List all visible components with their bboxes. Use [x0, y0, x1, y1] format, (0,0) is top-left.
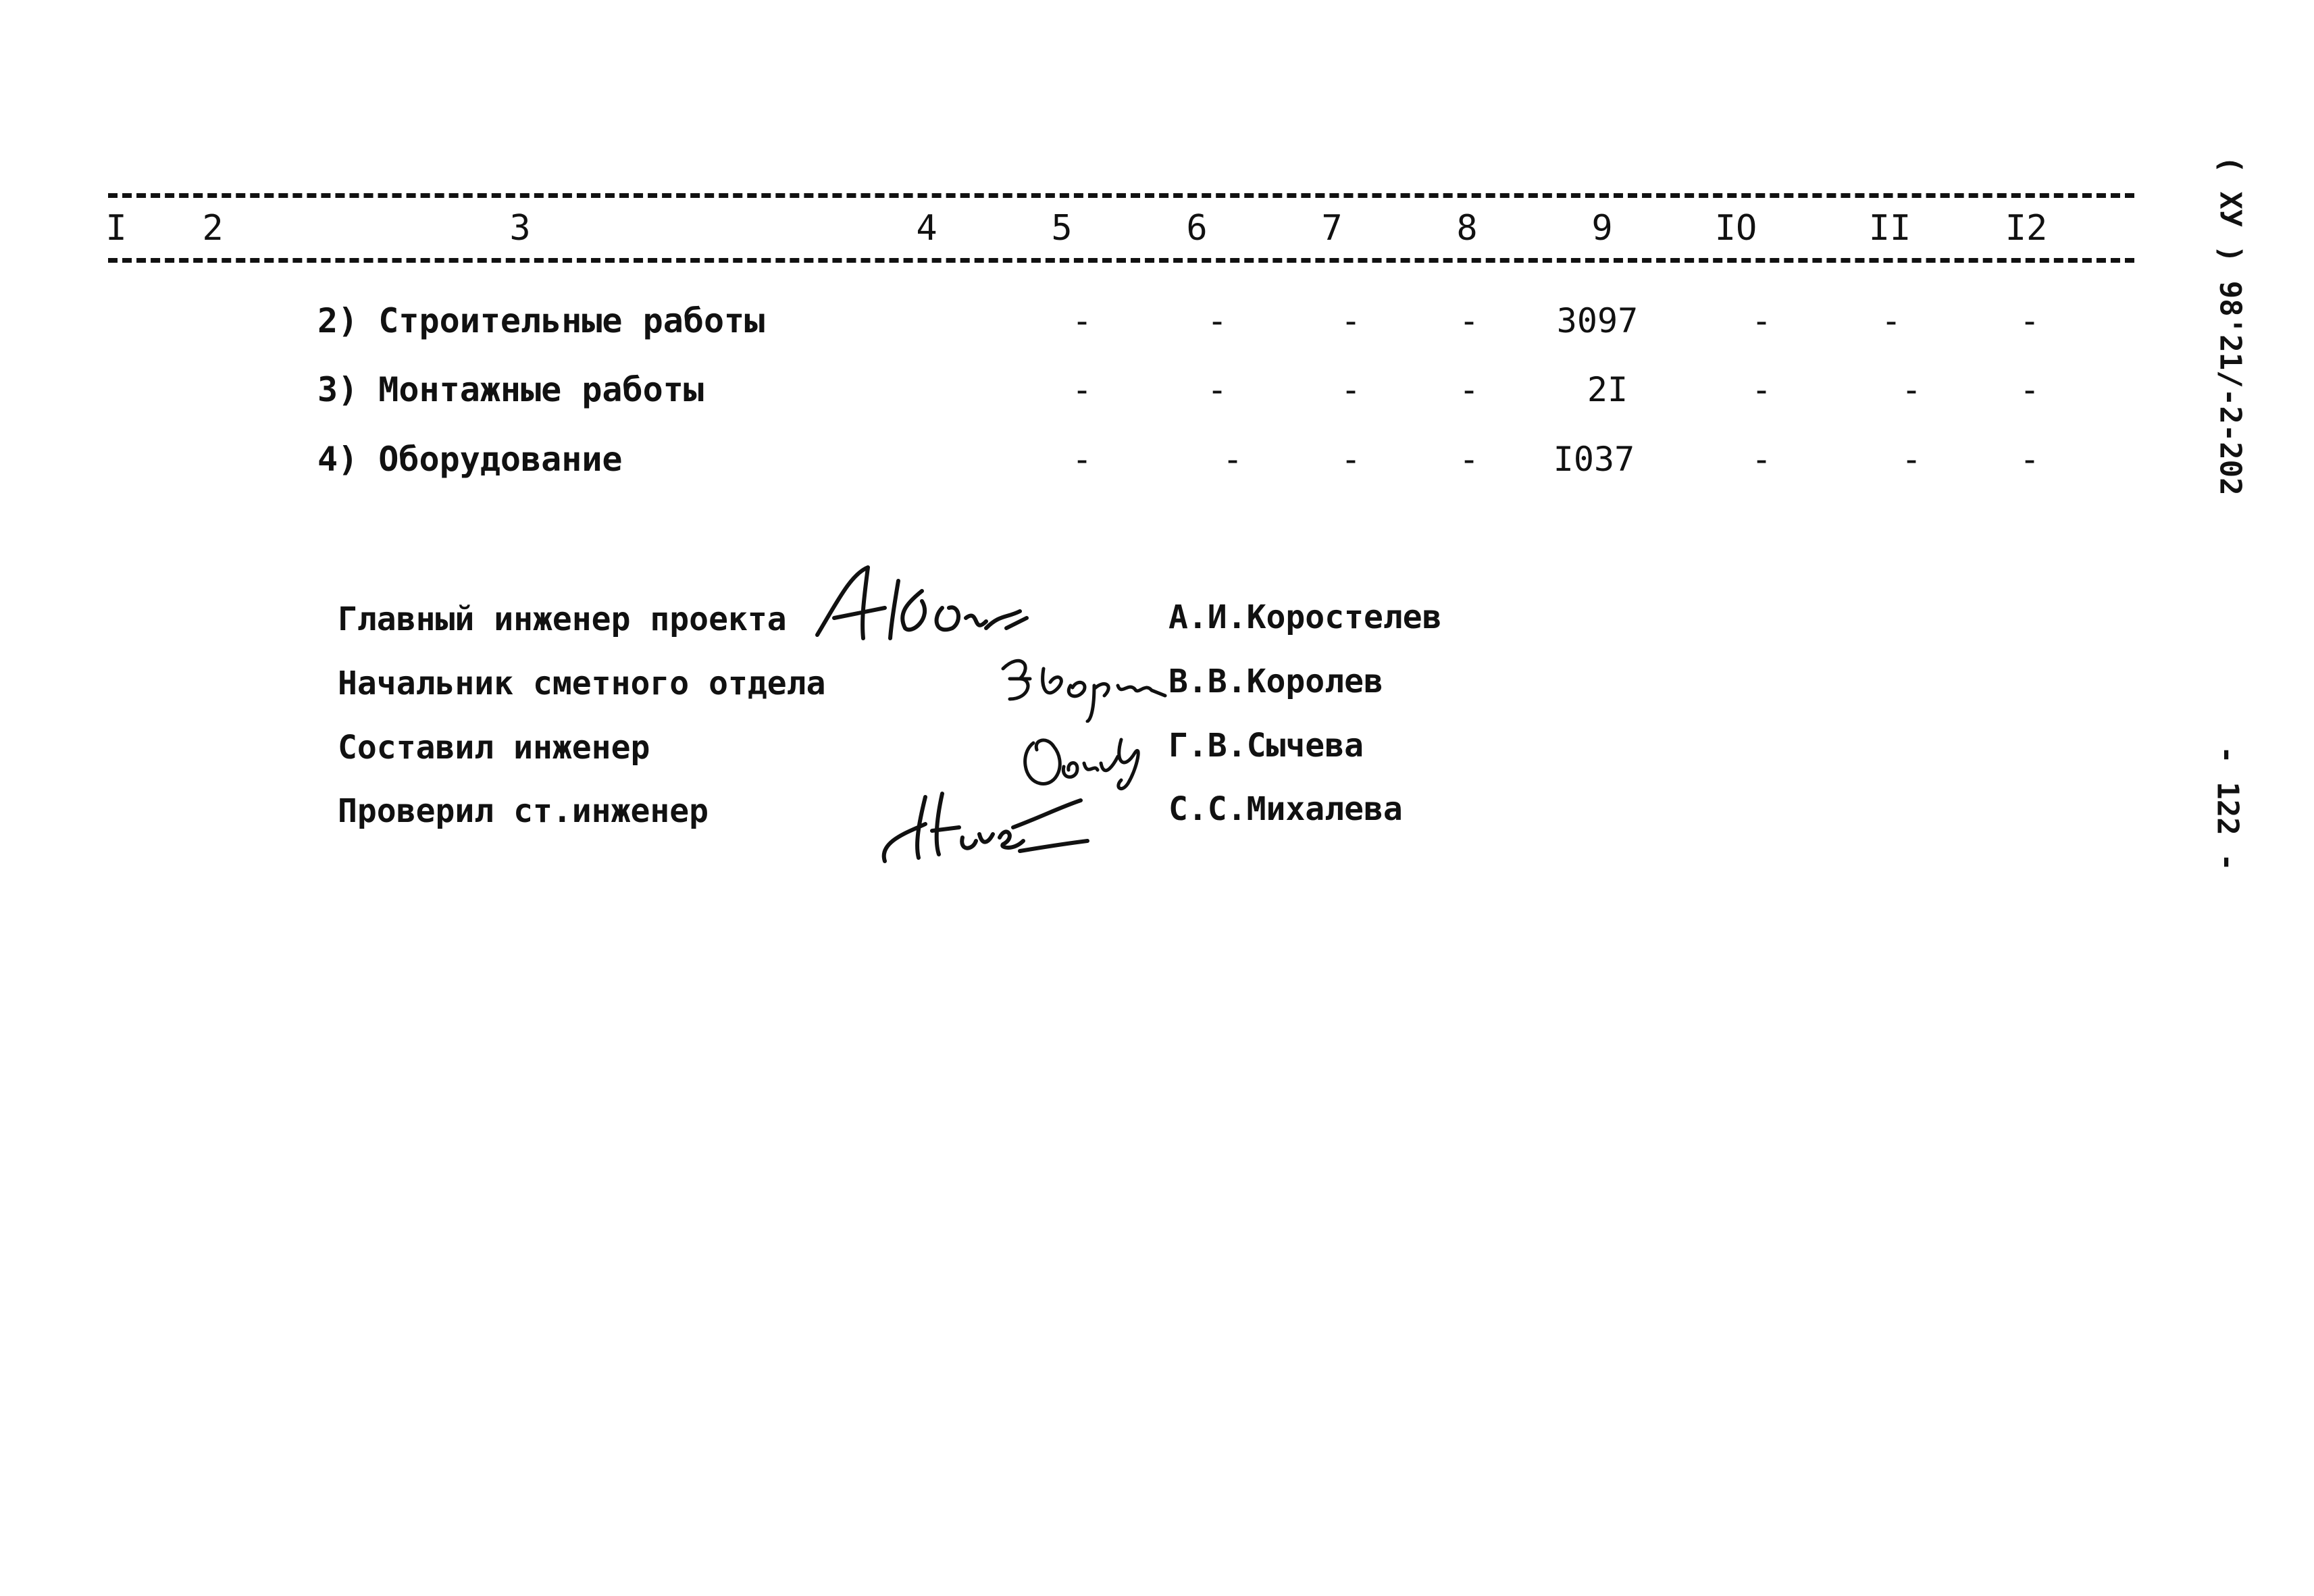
- column-header-5: 5: [1051, 208, 1073, 249]
- table-cell: -: [1206, 301, 1228, 340]
- column-header-6: 6: [1186, 208, 1208, 249]
- signature-role: Проверил ст.инженер: [338, 792, 709, 830]
- table-cell: -: [1751, 440, 1772, 479]
- column-header-7: 7: [1321, 208, 1343, 249]
- signature-role: Составил инженер: [338, 729, 650, 767]
- column-header-10: IO: [1714, 208, 1757, 249]
- table-cell: 2I: [1587, 370, 1628, 409]
- signature-role: Главный инженер проекта: [338, 600, 787, 638]
- document-code: ( ХУ ) 98'21/-2-202: [2213, 155, 2248, 496]
- table-row-label: 3) Монтажные работы: [317, 370, 704, 409]
- table-cell: -: [1222, 440, 1243, 479]
- signature-name: А.И.Коростелев: [1168, 598, 1442, 636]
- table-cell: -: [2019, 301, 2040, 340]
- table-cell: -: [1071, 370, 1093, 409]
- column-header-9: 9: [1591, 208, 1613, 249]
- column-header-11: II: [1868, 208, 1911, 249]
- table-cell: -: [1458, 301, 1480, 340]
- table-cell: -: [1340, 440, 1362, 479]
- header-top-rule: [108, 193, 2134, 198]
- column-header-12: I2: [2005, 208, 2048, 249]
- signature-role: Начальник сметного отдела: [338, 665, 826, 702]
- table-cell: -: [2019, 370, 2040, 409]
- table-cell: -: [1458, 370, 1480, 409]
- table-cell: 3097: [1556, 301, 1639, 340]
- table-cell: -: [1458, 440, 1480, 479]
- column-header-2: 2: [202, 208, 224, 249]
- table-cell: -: [1340, 370, 1362, 409]
- table-cell: -: [1751, 370, 1772, 409]
- table-cell: -: [1880, 301, 1902, 340]
- table-cell: -: [1206, 370, 1228, 409]
- table-cell: -: [2019, 440, 2040, 479]
- table-cell: -: [1071, 301, 1093, 340]
- table-cell: I037: [1553, 440, 1635, 479]
- table-cell: -: [1071, 440, 1093, 479]
- table-cell: -: [1901, 440, 1922, 479]
- signature-name: Г.В.Сычева: [1168, 727, 1364, 765]
- page-number: - 122 -: [2210, 746, 2245, 871]
- header-bottom-rule: [108, 258, 2134, 263]
- table-cell: -: [1340, 301, 1362, 340]
- column-header-3: 3: [509, 208, 531, 249]
- table-row-label: 2) Строительные работы: [317, 301, 765, 340]
- column-header-8: 8: [1456, 208, 1478, 249]
- signature-name: С.С.Михалева: [1168, 790, 1403, 828]
- handwritten-signature: [804, 554, 1060, 662]
- handwritten-signature: [871, 777, 1094, 871]
- signature-name: В.В.Королев: [1168, 663, 1383, 700]
- handwritten-signature: [993, 648, 1182, 723]
- table-row-label: 4) Оборудование: [317, 440, 623, 479]
- column-header-4: 4: [916, 208, 937, 249]
- column-header-1: I: [105, 208, 127, 249]
- table-cell: -: [1751, 301, 1772, 340]
- table-cell: -: [1901, 370, 1922, 409]
